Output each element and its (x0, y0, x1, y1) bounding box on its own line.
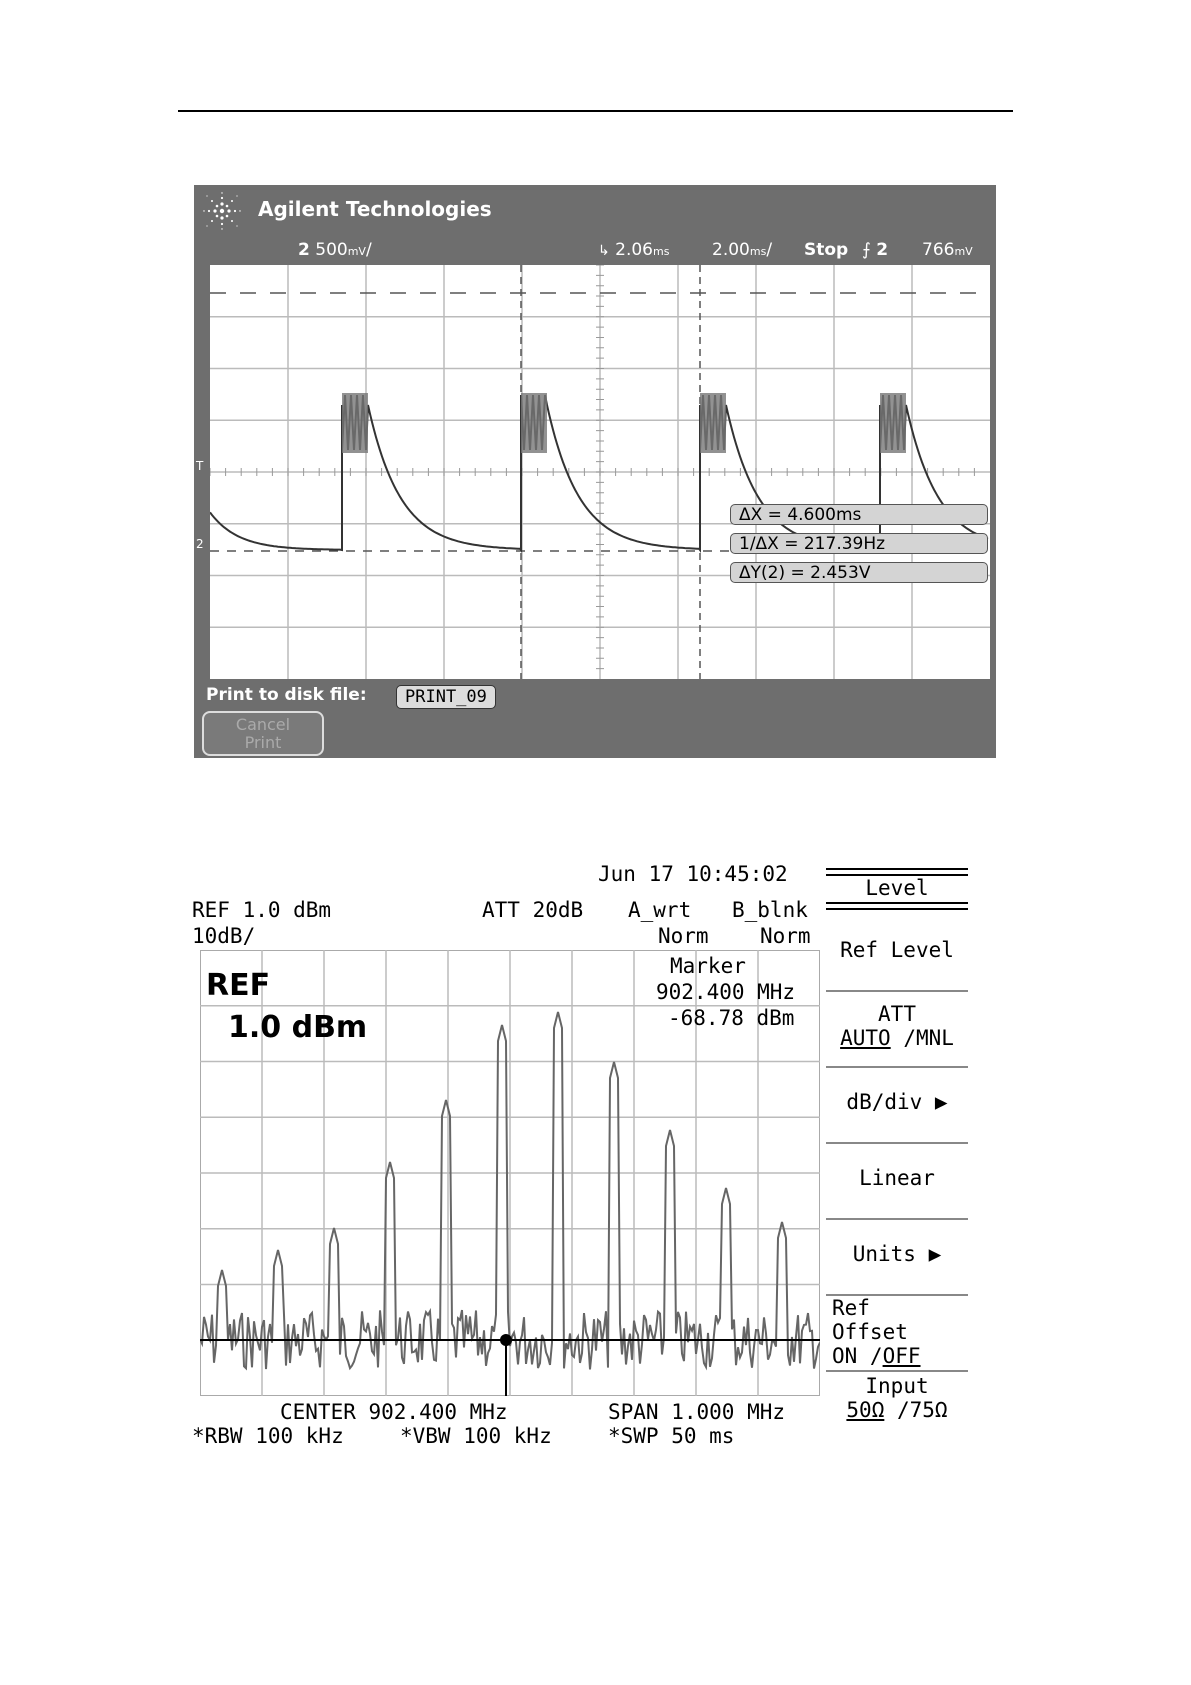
agilent-spark-logo-icon (202, 191, 242, 231)
softkey-ref-offset[interactable] (826, 1296, 974, 1368)
graticule-ticks (210, 265, 974, 669)
softkey-db-div[interactable]: dB/div ▶ (846, 1090, 948, 1114)
softkey-units[interactable]: Units ▶ (852, 1242, 942, 1266)
trigger-level: 766 (922, 240, 955, 260)
oscilloscope-screen (194, 185, 996, 758)
rbw-readout: *RBW 100 kHz (192, 1424, 344, 1448)
scope-waveform-plot (210, 265, 990, 679)
att-manual-option: /MNL (903, 1026, 954, 1050)
trigger-readout (862, 240, 888, 260)
page-top-rule (178, 110, 1013, 112)
trigger-level-readout (922, 240, 973, 260)
scale-readout: 10dB/ (192, 924, 256, 948)
trigger-edge-icon: ⨍ (862, 240, 871, 260)
time-per-div-unit: ms (749, 245, 767, 258)
channel-scale: 2 500mV/ (298, 240, 372, 260)
trigger-level-marker: T (196, 459, 204, 473)
vbw-readout: *VBW 100 kHz (400, 1424, 552, 1448)
softkey-divider (826, 1066, 968, 1068)
softkey-ref-offset-line2: Offset (832, 1320, 908, 1344)
volts-per-div: 500 (315, 240, 348, 260)
trace-b-label: B_blnk (732, 898, 808, 922)
softkey-linear[interactable]: Linear (859, 1166, 935, 1190)
softkey-ref-offset-line1: Ref (832, 1296, 870, 1320)
time-per-div-readout: 2.00ms/ (712, 240, 773, 260)
trace-b-mode: Norm (760, 924, 811, 948)
softkey-att[interactable] (826, 1002, 968, 1050)
burst-block (880, 393, 906, 453)
ref-offset-off-option: OFF (882, 1344, 921, 1368)
sweep-readout: *SWP 50 ms (608, 1424, 735, 1448)
burst-block (342, 393, 368, 453)
softkey-panel (826, 862, 968, 1452)
run-state: Stop (804, 240, 849, 260)
volts-unit: mV (347, 245, 366, 258)
time-delay-unit: ms (653, 245, 670, 258)
trace-a-mode: Norm (658, 924, 709, 948)
center-frequency: CENTER 902.400 MHz (280, 1400, 508, 1424)
channel-ground-marker: 2 (196, 537, 204, 551)
trace-a-label: A_wrt (628, 898, 692, 922)
print-filename-field[interactable]: PRINT_09 (396, 685, 496, 709)
ref-level-readout: REF 1.0 dBm (192, 898, 332, 922)
scope-graticule (210, 265, 990, 679)
ref-big-label: REF (206, 968, 271, 1003)
burst-block (700, 393, 726, 453)
softkey-input[interactable] (826, 1374, 968, 1422)
softkey-divider (826, 1142, 968, 1144)
time-per-div: 2.00 (712, 240, 750, 260)
time-delay-readout (598, 240, 669, 260)
ref-big-value: 1.0 dBm (228, 1010, 368, 1045)
brand-name: Agilent Technologies (258, 197, 492, 221)
cancel-print-line2: Print (244, 732, 282, 752)
cursor-frequency: 1/ΔX = 217.39Hz (730, 533, 988, 554)
trigger-level-unit: mV (954, 245, 973, 258)
softkey-title-rule (826, 908, 968, 910)
burst-block (521, 393, 547, 453)
softkey-title-rule (826, 902, 968, 904)
att-auto-option: AUTO (840, 1026, 891, 1050)
softkey-divider (826, 1370, 968, 1372)
softkey-menu-title: Level (865, 876, 929, 900)
attenuation-readout: ATT 20dB (482, 898, 584, 922)
cancel-print-button[interactable] (202, 711, 324, 756)
spectrum-analyzer-screen (188, 862, 978, 1462)
channel-number: 2 (298, 240, 310, 260)
trigger-channel: 2 (876, 240, 889, 260)
marker-frequency: 902.400 MHz (656, 980, 796, 1004)
input-50-ohm-option: 50Ω (846, 1398, 885, 1422)
softkey-att-options (826, 1026, 968, 1050)
cursor-delta-x: ΔX = 4.600ms (730, 504, 988, 525)
timestamp: Jun 17 10:45:02 (598, 862, 788, 886)
softkey-input-options (826, 1398, 968, 1422)
cancel-print-line1: Cancel (235, 714, 291, 734)
softkey-att-title: ATT (878, 1002, 916, 1026)
marker-amplitude: -68.78 dBm (668, 1006, 795, 1030)
delay-arrow-icon: ↳ (598, 243, 610, 259)
input-75-ohm-option: /75Ω (897, 1398, 948, 1422)
softkey-title-rule (826, 868, 968, 870)
ref-offset-on-option: ON / (832, 1344, 883, 1368)
marker-dot (500, 1334, 512, 1346)
span-readout: SPAN 1.000 MHz (608, 1400, 786, 1424)
marker-label: Marker (670, 954, 746, 978)
softkey-ref-level[interactable]: Ref Level (840, 938, 954, 962)
softkey-input-title: Input (865, 1374, 929, 1398)
softkey-divider (826, 1218, 968, 1220)
cursor-delta-y: ΔY(2) = 2.453V (730, 562, 988, 583)
softkey-ref-offset-options (832, 1344, 974, 1368)
print-to-disk-label: Print to disk file: (206, 685, 367, 705)
softkey-divider (826, 990, 968, 992)
time-delay: 2.06 (615, 240, 653, 260)
